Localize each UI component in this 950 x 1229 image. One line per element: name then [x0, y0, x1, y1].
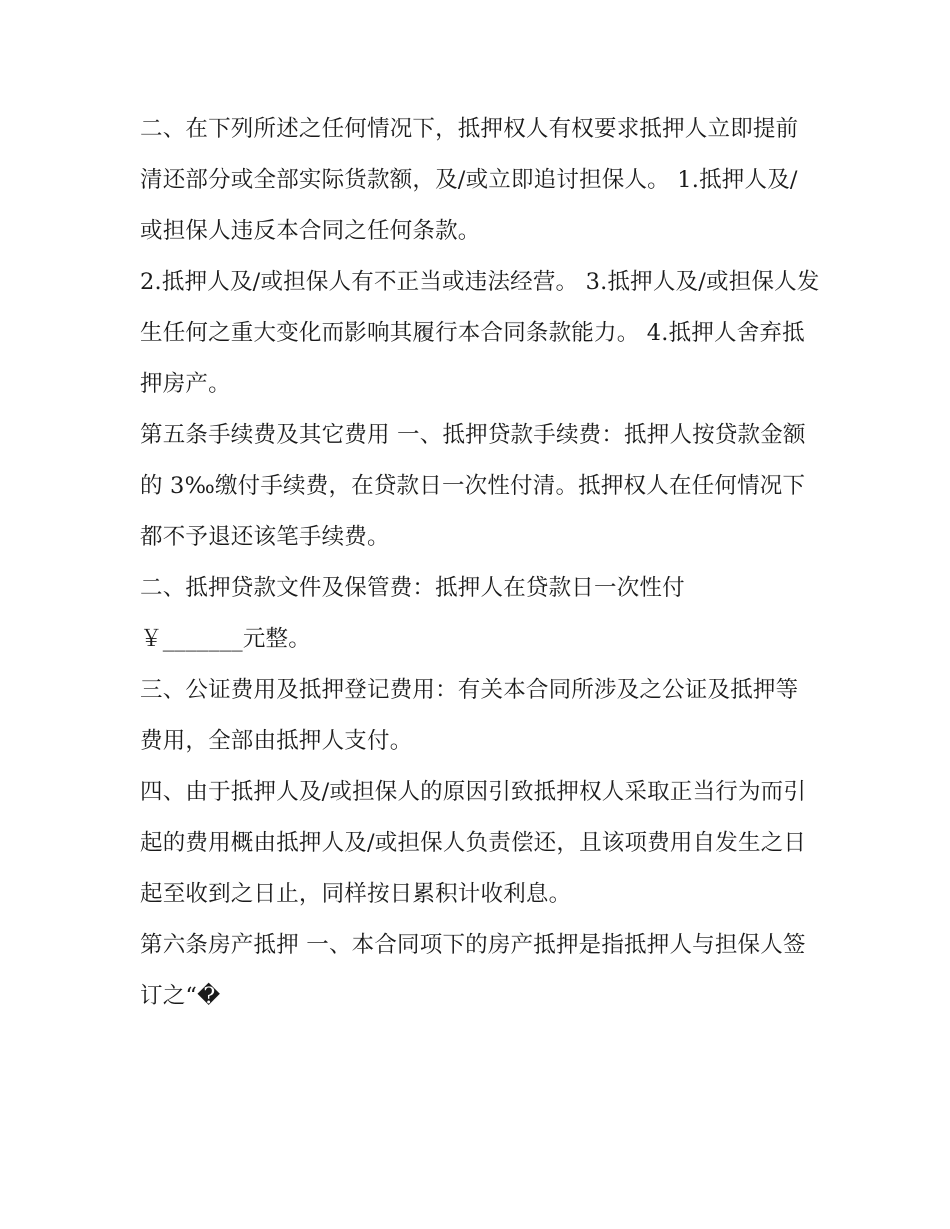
paragraph-early-repayment-conditions: 二、在下列所述之任何情况下，抵押权人有权要求抵押人立即提前清还部分或全部实际货款额，及/或立即追讨担保人。 1.抵押人及/或担保人违反本合同之任何条款。 [140, 116, 799, 244]
document-body [140, 104, 820, 1022]
paragraph-fee-amount-blank: ￥_______元整。 [140, 626, 311, 652]
paragraph-article-5-handling-fee: 第五条手续费及其它费用 一、抵押贷款手续费：抵押人按贷款金额的 3‰缴付手续费，在贷款日一次性付清。抵押权人在任何情况下都不予退还该笔手续费。 [140, 422, 806, 550]
paragraph-document-custody-fee: 二、抵押贷款文件及保管费：抵押人在贷款日一次性付 [140, 575, 685, 601]
paragraph-cost-reimbursement: 四、由于抵押人及/或担保人的原因引致抵押权人采取正当行为而引起的费用概由抵押人及/或担保人负责偿还，且该项费用自发生之日起至收到之日止，同样按日累积计收利息。 [140, 779, 807, 907]
paragraph-article-6-property-mortgage: 第六条房产抵押 一、本合同项下的房产抵押是指抵押人与担保人签订之“� [140, 932, 806, 1009]
paragraph-notary-registration-fees: 三、公证费用及抵押登记费用：有关本合同所涉及之公证及抵押等费用，全部由抵押人支付。 [140, 677, 799, 754]
paragraph-illegal-operation-conditions: 2.抵押人及/或担保人有不正当或违法经营。 3.抵押人及/或担保人发生任何之重大变化而影响其履行本合同条款能力。 4.抵押人舍弃抵押房产。 [140, 269, 820, 397]
